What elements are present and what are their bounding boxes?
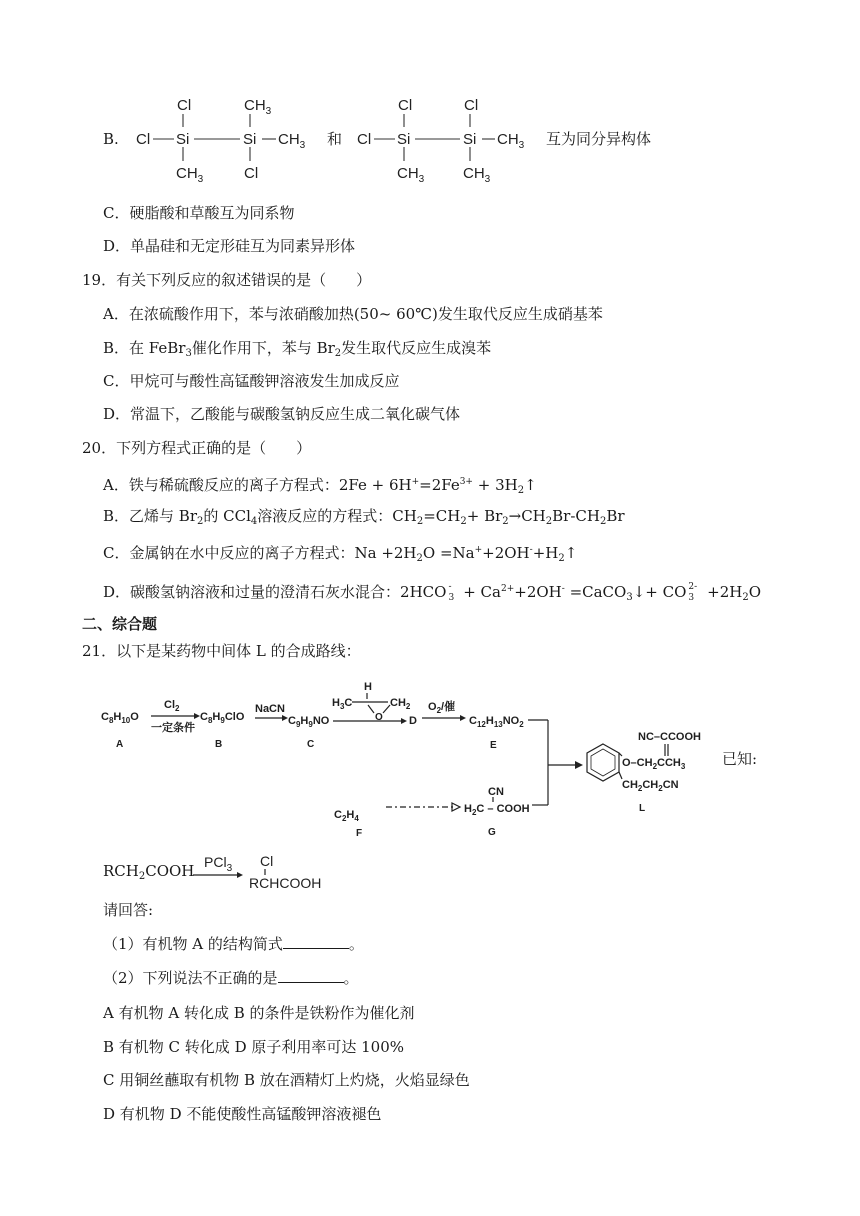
- compound-a-label: A: [116, 739, 124, 750]
- arrow2-reagent: NaCN: [255, 703, 285, 715]
- arrow1-condition: 一定条件: [151, 722, 195, 734]
- compound-l-nc: NC–CCOOH: [638, 731, 701, 743]
- choice-c: C 用铜丝蘸取有机物 B 放在酒精灯上灼烧，火焰显绿色: [103, 1071, 470, 1089]
- mol1-cl-left: Cl: [136, 131, 151, 148]
- compound-d-formula: D: [409, 715, 417, 727]
- mol2-ch3-bottom-2: $CH_3$: [463, 165, 491, 184]
- q19-option-a: A．在浓硫酸作用下，苯与浓硝酸加热(50~ 60℃)发生取代反应生成硝基苯: [103, 305, 603, 323]
- mol1-cl-top: Cl: [177, 97, 192, 114]
- mol2-cl-top-1: Cl: [398, 97, 413, 114]
- q20-option-b: B．乙烯与 $Br_2$的 CCl$_4$溶液反应的方程式：$CH_2=CH_2+ Br_2\to CH_2Br-CH_2Br$: [103, 507, 625, 527]
- compound-c-formula: $C_9H_9NO$: [288, 715, 330, 729]
- arrow4-reagent: $O_2/$催: [428, 701, 456, 715]
- ask-text: 请回答:: [103, 901, 154, 919]
- mol1-cl-bottom: Cl: [244, 165, 259, 182]
- compound-l-chain: $CH_2CH_2CN$: [622, 779, 679, 793]
- compound-l-ether: $O-CH_2CCH_3$: [622, 757, 686, 771]
- mol1-si-2: Si: [243, 131, 257, 148]
- known-product-cl: Cl: [260, 853, 274, 869]
- known-reagent: PCl$_3$: [204, 854, 233, 874]
- q20-option-d: D．碳酸氢钠溶液和过量的澄清石灰水混合：2HCO - 3 + $Ca^{2+}+2OH^-$ =CaCO$_3$↓+ CO 2- 3 $+2H_2O$: [103, 582, 762, 603]
- known-product: RCHCOOH: [249, 875, 322, 891]
- mol1-si-1: Si: [176, 131, 190, 148]
- q18-option-d: D．单晶硅和无定形硅互为同素异形体: [103, 237, 356, 255]
- epoxide-h3c: $H_3C$: [332, 697, 353, 711]
- q20-option-c: C．金属钠在水中反应的离子方程式：$Na +2H_2O$ $=Na^++2OH^-+H_2↑$: [103, 544, 578, 564]
- q18-option-b-tail: 互为同分异构体: [546, 130, 652, 148]
- compound-g-cn: CN: [488, 786, 504, 798]
- compound-e-formula: $C_{12}H_{13}NO_2$: [469, 715, 524, 729]
- q19-option-b: B．在 FeBr$_3$催化作用下，苯与 $Br_2$发生取代反应生成溴苯: [103, 339, 492, 359]
- compound-a-formula: $C_8H_{10}O$: [101, 711, 139, 725]
- compound-b-formula: $C_8H_9ClO$: [200, 711, 245, 725]
- q21-stem: 21．以下是某药物中间体 L 的合成路线：: [82, 642, 361, 660]
- synthesis-scheme: [98, 680, 720, 836]
- sub-question-1: （1）有机物 A 的结构简式 。: [103, 935, 364, 953]
- known-reaction-arrow: [190, 848, 330, 894]
- mol1-ch3-bottom: $CH_3$: [176, 165, 204, 184]
- known-label: 已知:: [722, 750, 758, 768]
- q18-molecule-1: [132, 92, 332, 184]
- epoxide-h: H: [364, 681, 372, 693]
- mol1-ch3-top: $CH_3$: [244, 97, 272, 117]
- q18-option-c: C．硬脂酸和草酸互为同系物: [103, 204, 295, 222]
- answer-blank-2[interactable]: [278, 968, 344, 983]
- q18-molecule-2: [352, 92, 542, 184]
- compound-g-label: G: [488, 827, 496, 836]
- q19-option-c: C．甲烷可与酸性高锰酸钾溶液发生加成反应: [103, 372, 400, 390]
- sub-question-2: （2）下列说法不正确的是 。: [103, 969, 359, 987]
- section-heading: 二、综合题: [82, 615, 158, 633]
- mol1-ch3-right: $CH_3$: [278, 131, 306, 151]
- mol2-cl-left: Cl: [357, 131, 372, 148]
- compound-f-label: F: [356, 828, 363, 836]
- compound-c-label: C: [307, 739, 315, 750]
- compound-e-label: E: [490, 740, 497, 751]
- q18-and-text: 和: [327, 130, 343, 148]
- choice-b: B 有机物 C 转化成 D 原子利用率可达 100%: [103, 1038, 405, 1056]
- q18-option-b-label: B.: [103, 130, 119, 148]
- mol2-ch3-right: $CH_3$: [497, 131, 525, 151]
- arrow1-reagent: $Cl_2$: [164, 699, 180, 713]
- mol2-ch3-bottom-1: $CH_3$: [397, 165, 425, 184]
- epoxide-ch2: $CH_2$: [390, 697, 411, 711]
- compound-g-formula: $H_2C$ – COOH: [464, 803, 530, 817]
- mol2-si-1: Si: [397, 131, 411, 148]
- choice-d: D 有机物 D 不能使酸性高锰酸钾溶液褪色: [103, 1105, 382, 1123]
- compound-f-formula: $C_2H_4$: [334, 809, 359, 823]
- q19-option-d: D．常温下，乙酸能与碳酸氢钠反应生成二氧化碳气体: [103, 405, 461, 423]
- benzene-ring: [587, 744, 619, 781]
- answer-blank-1[interactable]: [283, 934, 349, 949]
- q20-option-a: A．铁与稀硫酸反应的离子方程式：$2Fe + 6H^+=2Fe^{3+}$ + $3H_2↑$: [103, 476, 537, 496]
- mol2-si-2: Si: [463, 131, 477, 148]
- compound-b-label: B: [215, 739, 223, 750]
- q20-stem: 20．下列方程式正确的是（ ）: [82, 439, 312, 457]
- q19-stem: 19．有关下列反应的叙述错误的是（ ）: [82, 271, 372, 289]
- epoxide-o: O: [375, 712, 383, 723]
- known-reactant: $RCH_2COOH$: [103, 862, 195, 882]
- choice-a: A 有机物 A 转化成 B 的条件是铁粉作为催化剂: [103, 1004, 415, 1022]
- mol2-cl-top-2: Cl: [464, 97, 479, 114]
- compound-l-label: L: [639, 803, 646, 814]
